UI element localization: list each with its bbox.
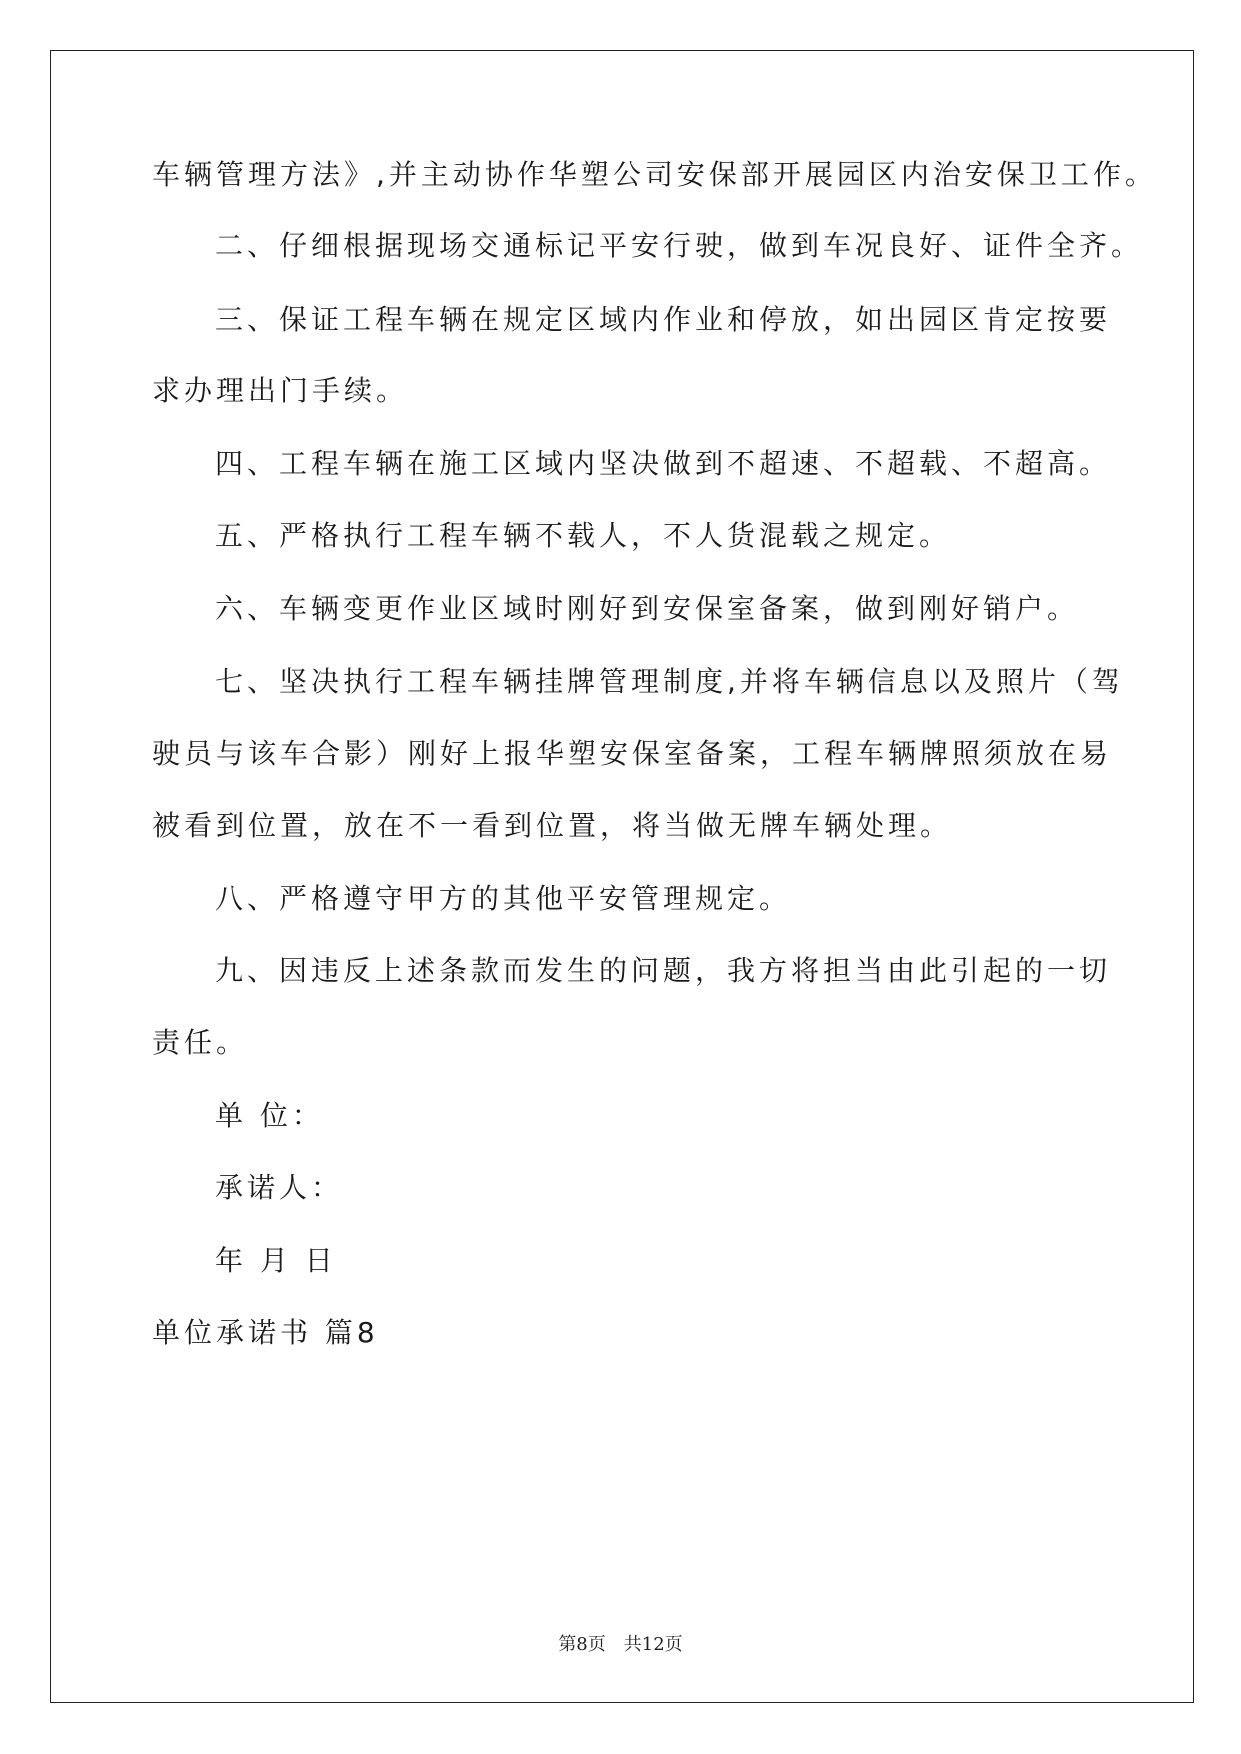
date-label: 年 月 日 bbox=[215, 1244, 337, 1277]
page-total: 共12页 bbox=[623, 1634, 683, 1655]
text-line: 求办理出门手续。 bbox=[152, 374, 409, 407]
text-line: 三、保证工程车辆在规定区域内作业和停放，如出园区肯定按要 bbox=[215, 303, 1112, 336]
text-line: 车辆管理方法》,并主动协作华塑公司安保部开展园区内治安保卫工作。 bbox=[152, 158, 1157, 191]
text-line: 七、坚决执行工程车辆挂牌管理制度,并将车辆信息以及照片（驾 bbox=[215, 665, 1124, 698]
text-line: 九、因违反上述条款而发生的问题，我方将担当由此引起的一切 bbox=[215, 954, 1112, 987]
page-number: 第8页 bbox=[558, 1634, 606, 1655]
promisor-label: 承诺人： bbox=[215, 1171, 344, 1204]
section-heading: 单位承诺书 篇8 bbox=[152, 1316, 379, 1349]
text-line: 被看到位置，放在不一看到位置，将当做无牌车辆处理。 bbox=[152, 809, 953, 842]
text-line: 二、仔细根据现场交通标记平安行驶，做到车况良好、证件全齐。 bbox=[215, 229, 1144, 262]
unit-label: 单 位： bbox=[215, 1099, 324, 1132]
text-line: 五、严格执行工程车辆不载人，不人货混载之规定。 bbox=[215, 519, 952, 552]
text-line: 驶员与该车合影）刚好上报华塑安保室备案，工程车辆牌照须放在易 bbox=[152, 737, 1113, 770]
text-line: 八、严格遵守甲方的其他平安管理规定。 bbox=[215, 882, 792, 915]
page-frame bbox=[50, 50, 1194, 1703]
text-line: 六、车辆变更作业区域时刚好到安保室备案，做到刚好销户。 bbox=[215, 592, 1080, 625]
text-line: 四、工程车辆在施工区域内坚决做到不超速、不超载、不超高。 bbox=[215, 447, 1112, 480]
page-footer bbox=[0, 1630, 1241, 1656]
text-line: 责任。 bbox=[152, 1026, 249, 1059]
